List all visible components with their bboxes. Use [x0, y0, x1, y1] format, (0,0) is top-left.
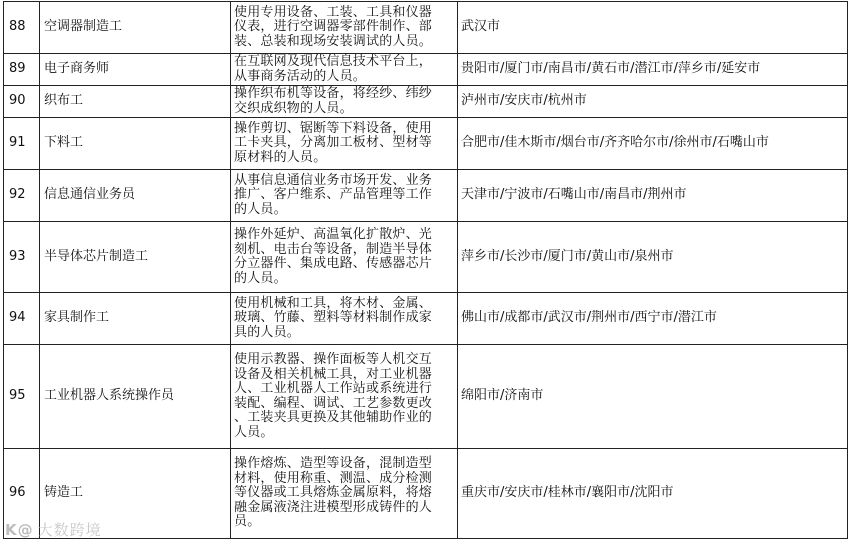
watermark-logo-icon: K@: [5, 521, 34, 539]
occupation-name: 下料工: [40, 118, 231, 170]
description-line: 原材料的人员。: [234, 149, 327, 165]
description-line: 的人员。: [234, 270, 287, 286]
occupation-description: [231, 118, 458, 170]
description-line: 操作剪切、锯断等下料设备，使用: [234, 120, 433, 136]
city-list: 贵阳市/厦门市/南昌市/黄石市/潜江市/萍乡市/延安市: [458, 54, 848, 86]
occupation-table-body: [4, 2, 848, 539]
occupation-description: [231, 170, 458, 222]
description-line: 具的人员。: [234, 324, 301, 340]
description-line: 交织成织物的人员。: [234, 100, 353, 116]
row-number: 95: [4, 345, 40, 449]
description-line: 仪表，进行空调器零部件制作、部: [234, 19, 433, 35]
description-line: 装配、编程、调试、工艺参数更改: [234, 395, 433, 411]
description-line: 使用机械和工具，将木材、金属、: [234, 295, 433, 311]
description-line: 在互联网及现代信息技术平台上，: [234, 54, 433, 69]
city-list: 重庆市/安庆市/桂林市/襄阳市/沈阳市: [458, 449, 848, 539]
row-number: 92: [4, 170, 40, 222]
description-line: 玻璃、竹藤、塑料等材料制作成家: [234, 310, 433, 326]
description-line: 融金属液浇注进模型形成铸件的人: [234, 499, 433, 515]
row-number: 90: [4, 86, 40, 118]
occupation-description: [231, 222, 458, 293]
row-number: 88: [4, 2, 40, 54]
description-line: 装、总装和现场安装调试的人员。: [234, 33, 433, 49]
table-row: [4, 345, 848, 449]
occupation-name: 织布工: [40, 86, 231, 118]
row-number: 89: [4, 54, 40, 86]
description-line: 人、工业机器人工作站或系统进行: [234, 381, 433, 396]
occupation-table: [3, 1, 848, 539]
description-line: 人员。: [234, 424, 274, 440]
description-line: 使用示教器、操作面板等人机交互: [234, 352, 433, 367]
row-number: 91: [4, 118, 40, 170]
occupation-name: 信息通信业务员: [40, 170, 231, 222]
table-row: [4, 54, 848, 86]
description-line: 操作外延炉、高温氧化扩散炉、光: [234, 227, 433, 242]
occupation-description: [231, 345, 458, 449]
description-line: 员。: [234, 514, 261, 530]
description-line: 推广、客户维系、产品管理等工作: [234, 187, 433, 203]
description-line: 操作织布机等设备，将经纱、纬纱: [234, 86, 433, 101]
description-line: 操作熔炼、造型等设备，混制造型: [234, 456, 433, 472]
table-row: [4, 222, 848, 293]
city-list: 合肥市/佳木斯市/烟台市/齐齐哈尔市/徐州市/石嘴山市: [458, 118, 848, 170]
watermark-text: 大数跨境: [37, 521, 102, 539]
row-number: 93: [4, 222, 40, 293]
city-list: 泸州市/安庆市/杭州市: [458, 86, 848, 118]
city-list: 萍乡市/长沙市/厦门市/黄山市/泉州市: [458, 222, 848, 293]
occupation-name: 电子商务师: [40, 54, 231, 86]
description-line: 从事商务活动的人员。: [234, 68, 367, 84]
table-row: [4, 86, 848, 118]
table-row: [4, 170, 848, 222]
occupation-description: [231, 449, 458, 539]
city-list: 天津市/宁波市/石嘴山市/南昌市/荆州市: [458, 170, 848, 222]
description-line: 使用专用设备、工装、工具和仪器: [234, 4, 433, 20]
description-line: 工卡夹具，分离加工板材、型材等: [234, 135, 433, 151]
occupation-name: 工业机器人系统操作员: [40, 345, 231, 449]
table-row: [4, 118, 848, 170]
occupation-name: 家具制作工: [40, 293, 231, 345]
row-number: 96: [4, 449, 40, 539]
city-list: 佛山市/成都市/武汉市/荆州市/西宁市/潜江市: [458, 293, 848, 345]
occupation-description: [231, 54, 458, 86]
table-row: [4, 449, 848, 539]
description-line: 刻机、电击台等设备，制造半导体: [234, 241, 433, 257]
table-row: [4, 2, 848, 54]
description-line: 材料，使用称重、测温、成分检测: [234, 470, 433, 486]
description-line: 分立器件、集成电路、传感器芯片: [234, 256, 433, 271]
occupation-name: 空调器制造工: [40, 2, 231, 54]
city-list: 绵阳市/济南市: [458, 345, 848, 449]
description-line: 等仪器或工具熔炼金属原料，将熔: [234, 485, 433, 501]
description-line: 从事信息通信业务市场开发、业务: [234, 172, 433, 188]
table-row: [4, 293, 848, 345]
city-list: 武汉市: [458, 2, 848, 54]
description-line: 的人员。: [234, 201, 287, 217]
description-line: 设备及相关机械工具，对工业机器: [234, 366, 433, 382]
occupation-description: [231, 86, 458, 118]
occupation-description: [231, 2, 458, 54]
occupation-description: [231, 293, 458, 345]
description-line: 、工装夹具更换及其他辅助作业的: [234, 410, 433, 425]
watermark: [5, 519, 102, 540]
row-number: 94: [4, 293, 40, 345]
occupation-name: 半导体芯片制造工: [40, 222, 231, 293]
occupation-name: 铸造工: [40, 449, 231, 539]
